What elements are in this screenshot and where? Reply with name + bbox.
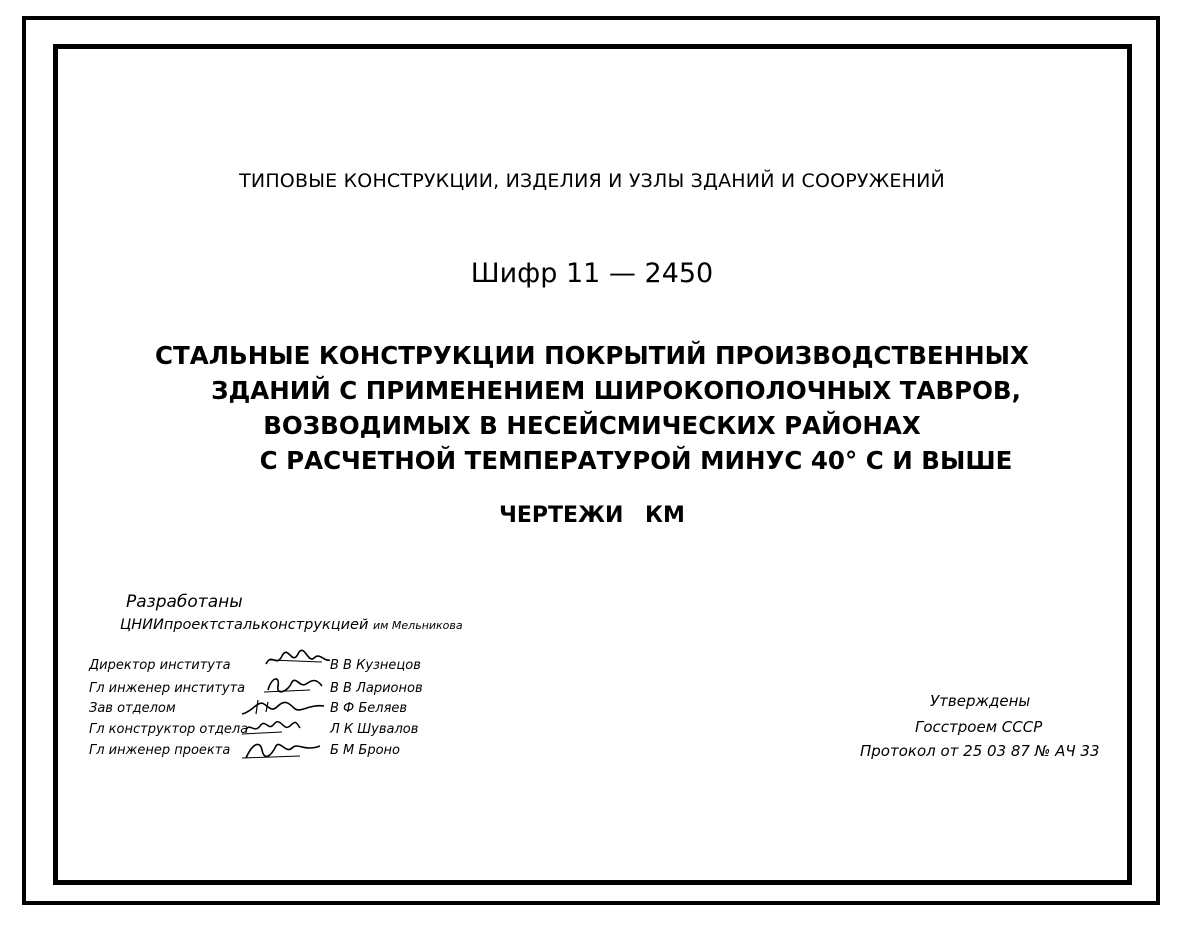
series-heading: ТИПОВЫЕ КОНСТРУКЦИИ, ИЗДЕЛИЯ И УЗЛЫ ЗДАНИЙ И СООРУЖЕНИЙ xyxy=(239,170,945,192)
title-line: С РАСЧЕТНОЙ ТЕМПЕРАТУРОЙ МИНУС 40° С И ВЫШЕ xyxy=(259,446,1013,475)
drawings-type: ЧЕРТЕЖИ КМ xyxy=(499,503,685,528)
signature-image xyxy=(242,716,302,738)
title-line: СТАЛЬНЫЕ КОНСТРУКЦИИ ПОКРЫТИЙ ПРОИЗВОДСТВЕННЫХ xyxy=(155,341,1029,370)
signatory-position: Директор института xyxy=(89,658,231,673)
signature-image xyxy=(238,694,328,718)
approval-label: Утверждены xyxy=(930,692,1031,710)
signatory-name: В В Ларионов xyxy=(330,681,423,696)
signatory-position: Гл инженер института xyxy=(89,681,246,696)
signatory-position: Зав отделом xyxy=(89,701,176,716)
signatory-name: Л К Шувалов xyxy=(330,722,419,737)
signatory-position: Гл инженер проекта xyxy=(89,743,231,758)
document-title xyxy=(0,338,1184,478)
organization-suffix: им Мельникова xyxy=(372,619,463,632)
signature-image xyxy=(262,648,332,672)
organization-name: ЦНИИпроектстальконструкцией xyxy=(120,617,369,633)
approval-protocol: Протокол от 25 03 87 № АЧ 33 xyxy=(860,742,1100,760)
developer-organization xyxy=(120,617,463,633)
signatory-name: Б М Броно xyxy=(330,743,400,758)
signatory-name: В Ф Беляев xyxy=(330,701,408,716)
signature-image xyxy=(262,672,328,696)
developer-label: Разработаны xyxy=(126,592,243,612)
signature-image xyxy=(240,736,324,762)
signatory-name: В В Кузнецов xyxy=(330,658,421,673)
approval-authority: Госстроем СССР xyxy=(915,718,1043,736)
title-line: ВОЗВОДИМЫХ В НЕСЕЙСМИЧЕСКИХ РАЙОНАХ xyxy=(263,411,921,440)
signatory-position: Гл конструктор отдела xyxy=(89,722,249,737)
title-line: ЗДАНИЙ С ПРИМЕНЕНИЕМ ШИРОКОПОЛОЧНЫХ ТАВРОВ, xyxy=(211,376,1021,405)
cipher-code: Шифр 11 — 2450 xyxy=(470,258,714,289)
